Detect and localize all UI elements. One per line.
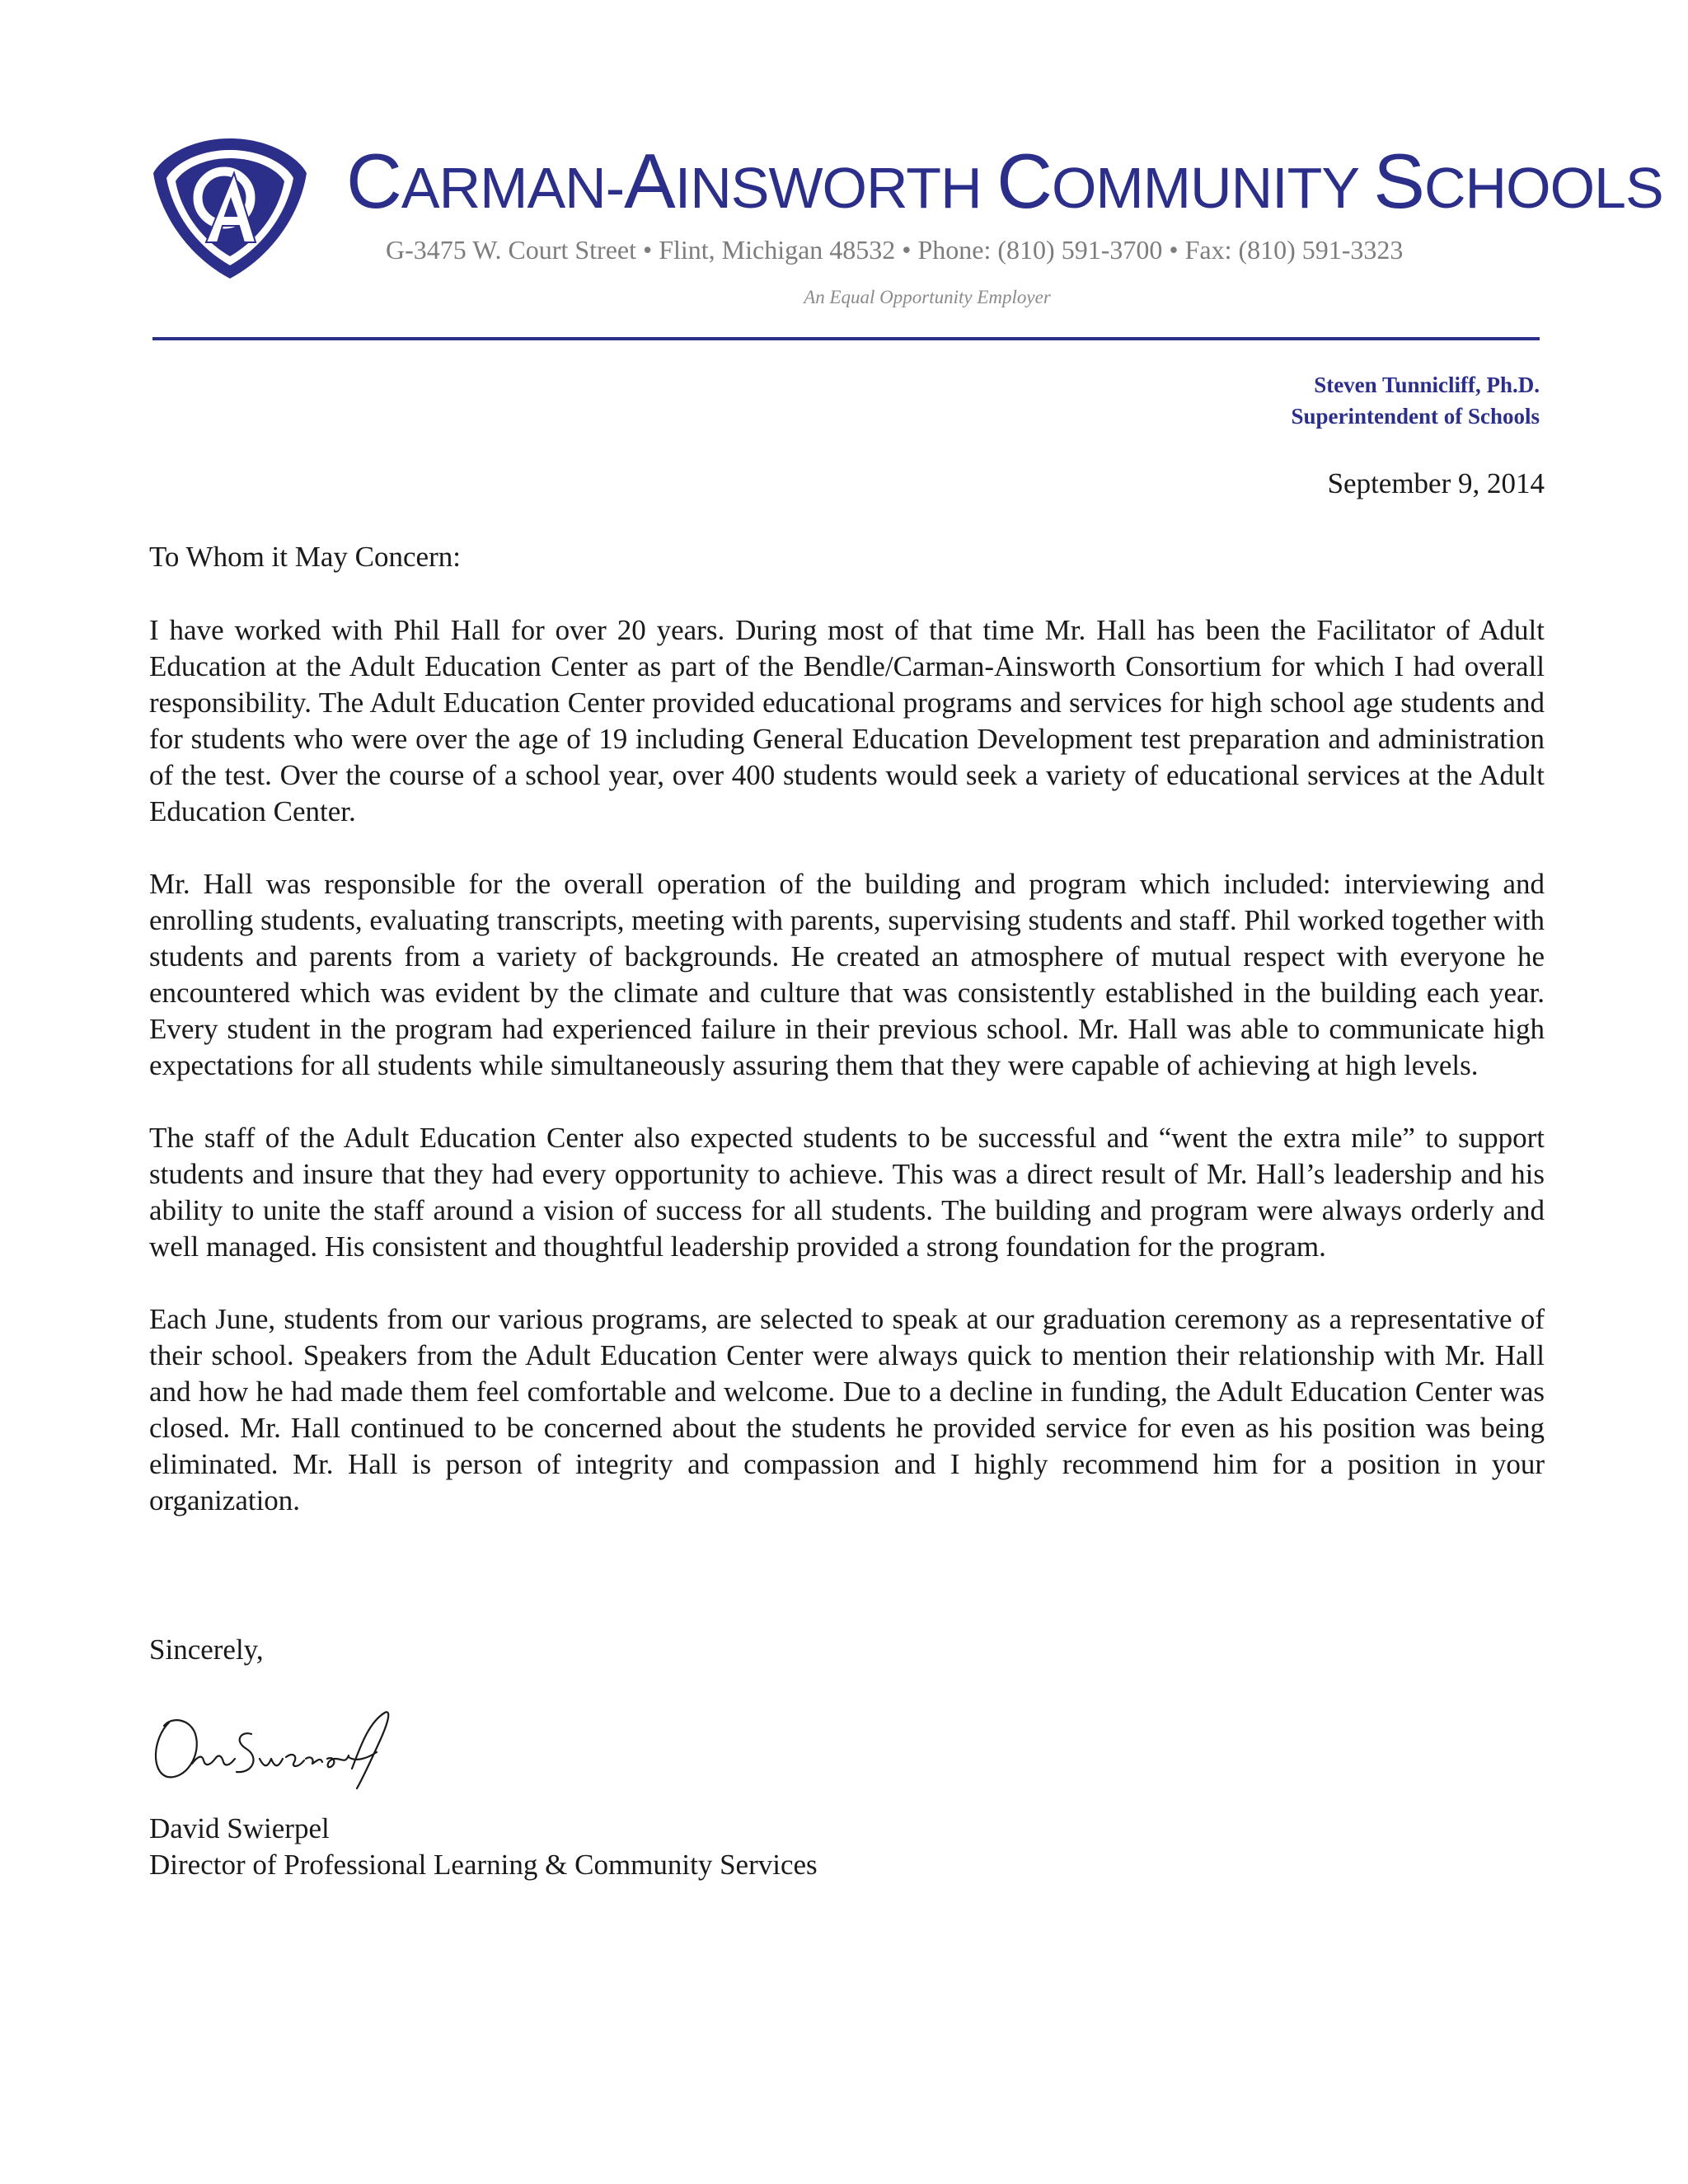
paragraph: The staff of the Adult Education Center also expected students to be successful and “went the extra mile” to support students and insure that they had every opportunity to achieve. This was a direct result of Mr. Hall’s leadership and his ability to unite the staff around a vision of success for all students. The building and program were always orderly and well managed. His consistent and thoughtful leadership provided a strong foundation for the program. [149,1122,1545,1263]
paragraph: Each June, students from our various programs, are selected to speak at our graduation ceremony as a representative of their school. Speakers from the Adult Education Center were always quick to mention their relationship with Mr. Hall and how he had made them feel comfortable and welcome. Due to a decline in funding, the Adult Education Center was closed. Mr. Hall continued to be concerned about the students he provided service for even as his position was being eliminated. Mr. Hall is person of integrity and compassion and I highly recommend him for a position in your organization. [149,1303,1545,1516]
handwritten-signature-icon [144,1698,408,1797]
letter-date: September 9, 2014 [1327,467,1545,499]
school-name-text: CARMAN-AINSWORTH COMMUNITY SCHOOLS [346,138,1663,224]
school-name [346,138,1663,229]
signer-name: David Swierpel [149,1812,330,1844]
header-divider [152,337,1540,340]
paragraph: Mr. Hall was responsible for the overall operation of the building and program which included: interviewing and enrolling students, evaluating transcripts, meeting with parents, supervising students and staff. Phil worked together with students and parents from a variety of backgrounds. He created an atmosphere of mutual respect with everyone he encountered which was evident by the climate and culture that was consistently established in the building each year. Every student in the program had experienced failure in their previous school. Mr. Hall was able to communicate high expectations for all students while simultaneously assuring them that they were capable of achieving at high levels. [149,868,1545,1081]
ca-shield-logo-icon [148,134,312,282]
salutation: To Whom it May Concern: [149,541,461,573]
closing: Sincerely, [149,1633,264,1666]
paragraph: I have worked with Phil Hall for over 20 years. During most of that time Mr. Hall has been the Facilitator of Adult Education at the Adult Education Center as part of the Bendle/Carman-Ainsworth Consortium for which I had overall responsibility. The Adult Education Center provided educational programs and services for high school age students and for students who were over the age of 19 including General Education Development test preparation and administration of the test. Over the course of a school year, over 400 students would seek a variety of educational services at the Adult Education Center. [149,614,1545,827]
superintendent-title: Superintendent of Schools [1291,404,1540,429]
signer-title: Director of Professional Learning & Community Services [149,1849,818,1881]
superintendent-block [880,369,1540,432]
letter-body [149,612,1545,1555]
superintendent-name: Steven Tunnicliff, Ph.D. [1314,373,1540,397]
tagline: An Equal Opportunity Employer [804,287,1051,307]
school-address: G-3475 W. Court Street • Flint, Michigan 48532 • Phone: (810) 591-3700 • Fax: (810) 591-3323 [386,235,1404,265]
